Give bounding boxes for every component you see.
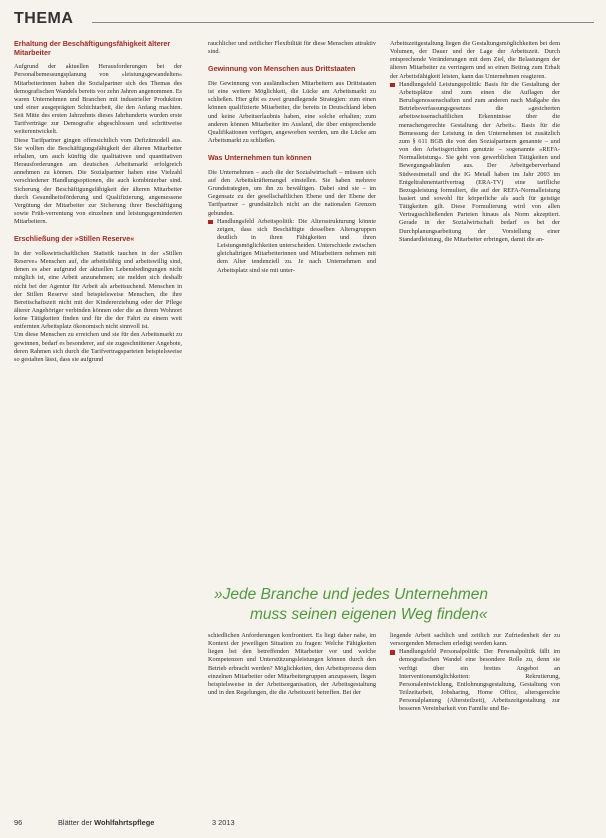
pull-quote-line-1: »Jede Branche und jedes Unternehmen bbox=[214, 586, 489, 603]
issue-number: 3 2013 bbox=[212, 818, 235, 827]
bullet-square-icon bbox=[390, 650, 395, 655]
page-header bbox=[14, 6, 594, 32]
bullet-text: Handlungsfeld Leistungspolitik: Basis für die Gestaltung der Arbeitsplätze sind zum einen die Auflagen der Berufsgenossenschaften und zum anderen nach Maßgabe des Betriebsverfassungsgesetzes die »gesicherten arbeitswissenschaftlichen Erkenntnisse über die menschengerechte Gestaltung der Arbeit«. Basis für die Bemessung der Leistung in den Unternehmen ist zusätzlich zum § 611 BGB die von den Sozialpartnern genannte – und von den Arbeitsgerichten genutzte – sogenannte »REFA-Normalleistung«. Sie geht von gewerblichen Tätigkeiten und Bewegungsabläufen aus. Der Arbeitgeberverband Südwestmetall und die IG Metall haben im Jahr 2003 im Entgeltrahmentarifvertrag (ERA-TV) eine tarifliche Bezugsleistung formuliert, die auf der REFA-Normalleistung basiert und sowohl für körperliche als auch für geistige Tätigkeiten gilt. Diese Formulierung wird von allen Vertragsschließenden Parteien hinaus als Norm akzeptiert. Gerade in der Sozialwirtschaft bedarf es bei der Durchplanungsarbeitung der Vorstellung einer Standardleistung, die Mitarbeiter erbringen, damit die an- bbox=[399, 80, 560, 243]
bullet-item bbox=[390, 81, 560, 244]
body-paragraph: rauchlicher und zeitlicher Flexibilität für diese Menschen attraktiv sind. bbox=[208, 40, 376, 56]
section-heading: Gewinnung von Menschen aus Drittstaaten bbox=[208, 64, 356, 74]
body-paragraph: Diese Tarifpartner gingen offensichtlich vom Defizitmodell aus. Sie wollten die Beschäftigungsfähigkeit der älteren Mitarbeiter erhalten, um auch künftig die qualitativen und quantitativen Herausforderungen am deutschen Arbeitsmarkt erfolgreich annehmen zu können. Die Sozialpartner haben eine Vielzahl verschiedener Handlungsoptionen, die auch kombinierbar sind. Sicherung der Beschäftigungsfähigkeit der älteren Mitarbeiter durch Gesundheitsförderung und Qualifizierung, angemessene Vergütung der Mitarbeiter zur Sicherung ihrer Beschäftigung sowie Früh-verrentung von einzelnen und leistungsgeminderten Mitarbeitern. bbox=[14, 136, 182, 226]
bullet-item bbox=[208, 218, 376, 275]
bullet-text: Handlungsfeld Arbeitspolitik: Die Altersstrukturung könnte zeigen, dass sich Beschäftigte desselben Altersgruppen deutlich in ihren Fähigkeiten und ihren Leistungsmöglichkeiten unterscheiden. Unterschiede zwischen gleichaltrigen Mitarbeiterinnen und Mitarbeitern nehmen mit dem Alter tendenziell zu. Je nach Unternehmen und Arbeitsplatz sind sie mit unter- bbox=[217, 217, 376, 274]
magazine-title-name: Wohlfahrtspflege bbox=[94, 818, 155, 827]
column-right-upper bbox=[390, 40, 560, 578]
body-paragraph: Arbeitszeitgestaltung liegen die Gestaltungsmöglichkeiten bei dem Volumen, der Dauer und der Lage der Arbeitszeit. Durch entsprechende Veränderungen mit dem Ziel, die Belastungen der älteren Mitarbeiter zu verringern und so einen Beitrag zum Erhalt der Arbeitsfähigkeit leisten, kann das Unternehmen reagieren. bbox=[390, 40, 560, 80]
section-kicker: THEMA bbox=[14, 10, 74, 27]
column-middle-upper bbox=[208, 40, 376, 578]
page-footer bbox=[14, 818, 574, 832]
body-paragraph: Die Unternehmen – auch die der Sozialwirtschaft – müssen sich auf den Arbeitskräftemangel einstellen. Sie haben mehrere Grundstrategien, um ihn zu bewältigen. Dabei sind sie – im Gegensatz zu der gesellschaftlichen Ebene und der Ebene der Tarifpartner – grundsätzlich nicht an die nationalen Grenzen gebunden. bbox=[208, 168, 376, 217]
column-middle-lower bbox=[208, 632, 376, 814]
magazine-title bbox=[58, 818, 154, 827]
magazine-title-prefix: Blätter der bbox=[58, 818, 93, 827]
bullet-square-icon bbox=[208, 220, 213, 225]
header-rule bbox=[92, 22, 594, 23]
section-heading: Erschließung der »Stillen Reserve« bbox=[14, 234, 135, 244]
bullet-item bbox=[390, 648, 560, 713]
pull-quote bbox=[214, 585, 584, 625]
section-heading: Was Unternehmen tun können bbox=[208, 153, 312, 163]
body-paragraph: liegende Arbeit sachlich und zeitlich zur Zufriedenheit der zu versorgenden Menschen erledigt werden kann. bbox=[390, 632, 560, 648]
body-paragraph: Um diese Menschen zu erreichen und sie für den Arbeitsmarkt zu gewinnen, bedarf es besonderer, auf sie zugeschnittener Angebote, deren Rahmen sich durch die Tarifvertragsparteien beispielsweise so gestalten lässt, dass sie aufgrund bbox=[14, 331, 182, 363]
body-paragraph: Die Gewinnung von ausländischen Mitarbeitern aus Drittstaaten ist eine weitere Möglichkeit, die Lücke am Arbeitsmarkt zu schließen. Hier gibt es zwei grundlegende Strategien: zum einen können qualifizierte Mitarbeiter, die bereits in Deutschland leben und keine Arbeitserlaubnis haben, eine solche erhalten; zum anderen können Mitarbeiter im Ausland, die über entsprechende Qualifikationen verfügen, angeworben werden, um die Lücke am Arbeitsmarkt zu schließen. bbox=[208, 79, 376, 144]
page-number: 96 bbox=[14, 818, 23, 827]
body-paragraph: In der volkswirtschaftlichen Statistik tauchen in der »Stillen Reserve« Menschen auf, die arbeitsfähig und arbeitswillig sind, denen es aber aufgrund der aktuellen Lebensbedingungen nicht möglich ist, eine Arbeit anzunehmen; sie melden sich deshalb nicht bei der Agentur für Arbeit als arbeitsuchend. Menschen in der Stillen Reserve sind beispielsweise Menschen, die ihre Bereitschaftszeit nicht mit der Kindererziehung oder der Pflege älterer Angehöriger verbinden können oder die an ihrem Wohnort keine Tätigkeiten finden und für die der Fahrt zu einem weit entfernten Arbeitsplatz ökonomisch nicht sinnvoll ist. bbox=[14, 249, 182, 331]
bullet-text: Handlungsfeld Personalpolitik: Der Personalpolitik fällt im demografischen Wandel eine besondere Rolle zu, denn sie verfügt über ein breites Angebot an Interventionsmöglichkeiten: Rekrutierung, Personalentwicklung, Entlohnungsgestaltung, Gestaltung von Teilzeitarbeit, Jobsharing, Home Office, altersgerechte Personalplanung (Altersteilzeit), Arbeitszeitgestaltung zur besseren Vereinbarkeit von Familie und Be- bbox=[399, 648, 560, 713]
pull-quote-line-2: muss seinen eigenen Weg finden« bbox=[250, 606, 488, 623]
body-paragraph: schiedlichen Anforderungen konfrontiert. Es liegt daher nahe, im Kontext der jeweiligen Situation zu fragen: Welche Fähigkeiten liegen bei den betreffenden Mitarbeiter vor und welche Kompetenzen und Unterstützungsleistungen können durch den Betrieb erbracht werden? Möglichkeiten, den Arbeitsprozess dem einzelnen Mitarbeiter oder Mitarbeitergruppen anzupassen, liegen beispielsweise in der Arbeitsorganisation, der Arbeitsgestaltung und in den Regelungen, die die Arbeitszeit betreffen. Bei der bbox=[208, 632, 376, 697]
column-left bbox=[14, 40, 182, 814]
section-heading: Erhaltung der Beschäftigungsfähigkeit älterer Mitarbeiter bbox=[14, 40, 171, 57]
bullet-square-icon bbox=[390, 83, 395, 88]
column-right-lower bbox=[390, 632, 560, 814]
body-paragraph: Aufgrund der aktuellen Herausforderungen bei der Personalbemessungsplanung von »leistungsgewandelten« Mitarbeiterinnen haben die Sozialpartner sich des Themas des demografischen Wandels bereits vor zehn Jahren angenommen. Es waren Unternehmen und Branchen mit industrieller Produktion und einer ausgeprägten Schichtarbeit, die den Anfang machten. Seit Mitte des ersten Jahrzehnts dieses Jahrhunderts wurden erste Tarifverträge zur Demografie abgeschlossen und schrittweise weiterentwickelt. bbox=[14, 63, 182, 136]
